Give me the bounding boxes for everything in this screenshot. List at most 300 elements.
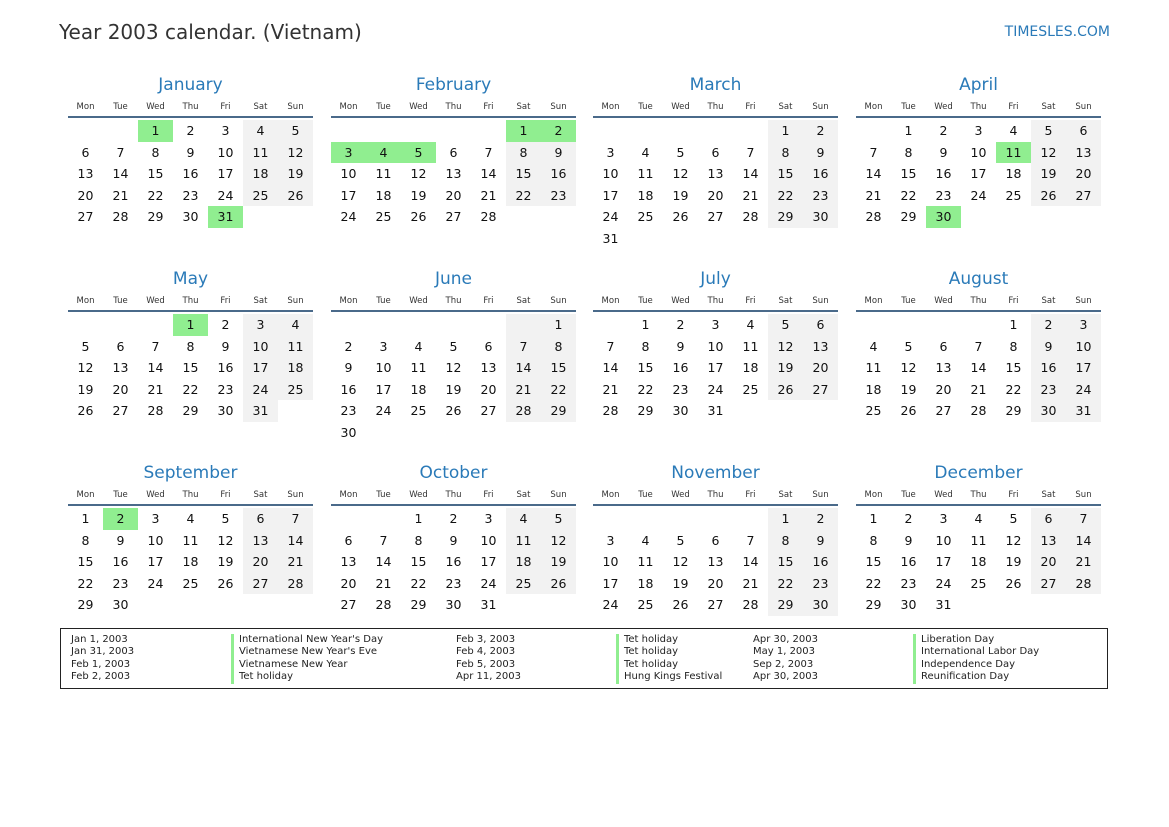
day-cell: 10	[217, 144, 234, 160]
day-cell: 30	[445, 597, 462, 612]
day-cell: 23	[340, 403, 357, 418]
weekday-label: Sat	[253, 102, 268, 112]
empty-day-cell	[926, 314, 961, 336]
day-cell: 6	[344, 532, 353, 548]
empty-day-cell	[138, 314, 173, 336]
weekday-label: Sat	[778, 490, 793, 500]
day-cell: 30	[900, 597, 917, 612]
day-cell: 19	[77, 381, 94, 397]
day-cell: 24	[340, 209, 357, 224]
day-cell: 13	[1066, 142, 1101, 164]
holiday-name: Reunification Day	[913, 671, 1009, 683]
day-cell: 17	[602, 187, 619, 203]
day-cell: 7	[869, 144, 878, 160]
day-cell: 26	[217, 575, 234, 591]
weekday-header	[68, 100, 313, 114]
day-cell: 29	[900, 209, 917, 224]
day-cell: 14	[742, 554, 759, 569]
day-cell: 13	[935, 360, 952, 375]
day-cell: 3	[484, 511, 493, 526]
day-cell: 16	[340, 381, 357, 397]
day-cell: 21	[112, 187, 129, 203]
day-cell: 18	[243, 163, 278, 185]
header-divider	[68, 504, 313, 506]
weekday-label: Thu	[182, 296, 199, 306]
weekday-label: Thu	[182, 102, 199, 112]
day-cell: 22	[77, 575, 94, 591]
empty-day-cell	[243, 594, 278, 616]
day-cell: 20	[445, 187, 462, 203]
weekday-label: Sun	[550, 490, 567, 500]
month-name: October	[419, 463, 488, 483]
day-cell: 17	[935, 554, 952, 569]
day-cell: 7	[278, 508, 313, 530]
day-cell: 24	[602, 597, 619, 612]
day-cell: 6	[711, 144, 720, 160]
day-cell: 15	[637, 360, 654, 375]
weekday-label: Sat	[516, 296, 531, 306]
empty-day-cell	[961, 594, 996, 616]
day-cell: 9	[221, 338, 230, 354]
day-cell: 26	[410, 209, 427, 224]
day-cell: 13	[803, 336, 838, 358]
empty-day-cell	[1031, 594, 1066, 616]
day-cell: 5	[541, 508, 576, 530]
day-cell: 14	[480, 166, 497, 181]
day-cell: 26	[768, 379, 803, 401]
day-cell: 12	[445, 360, 462, 375]
empty-day-cell	[471, 422, 506, 444]
day-cell: 19	[1005, 554, 1022, 569]
day-cell: 19	[1031, 163, 1066, 185]
day-cell: 1	[768, 120, 803, 142]
weekday-label: Sun	[812, 102, 829, 112]
empty-day-cell	[856, 314, 891, 336]
weekday-label: Sun	[287, 102, 304, 112]
day-cell: 18	[637, 575, 654, 591]
day-grid	[331, 508, 576, 616]
holiday-date: Feb 5, 2003	[456, 658, 516, 670]
day-cell: 20	[707, 575, 724, 591]
day-cell: 25	[243, 185, 278, 207]
day-cell: 9	[116, 532, 125, 548]
day-cell: 28	[970, 403, 987, 418]
day-cell: 13	[445, 166, 462, 181]
weekday-label: Fri	[220, 296, 231, 306]
month-name: December	[934, 463, 1023, 483]
day-cell: 6	[243, 508, 278, 530]
day-cell: 26	[278, 185, 313, 207]
day-cell: 15	[900, 166, 917, 181]
weekday-label: Fri	[483, 102, 494, 112]
holiday-day-cell: 30	[926, 206, 961, 228]
month-name: November	[671, 463, 760, 483]
holiday-date: Feb 3, 2003	[456, 634, 516, 645]
day-cell: 4	[869, 338, 878, 354]
day-cell: 27	[480, 403, 497, 418]
day-cell: 18	[278, 357, 313, 379]
day-cell: 6	[449, 144, 458, 160]
day-cell: 3	[1066, 314, 1101, 336]
empty-day-cell	[733, 228, 768, 250]
day-cell: 20	[1031, 551, 1066, 573]
empty-day-cell	[1066, 594, 1101, 616]
day-grid	[68, 120, 313, 228]
day-cell: 12	[541, 530, 576, 552]
month-may	[68, 266, 313, 422]
holiday-name: Independence Day	[913, 659, 1015, 671]
weekday-header	[593, 488, 838, 502]
weekday-label: Thu	[970, 296, 987, 306]
header-divider	[68, 310, 313, 312]
header-divider	[331, 504, 576, 506]
empty-day-cell	[803, 400, 838, 422]
holiday-day-cell: 2	[541, 120, 576, 142]
weekday-header	[593, 100, 838, 114]
day-cell: 1	[1009, 317, 1018, 332]
empty-day-cell	[663, 120, 698, 142]
empty-day-cell	[436, 120, 471, 142]
day-cell: 4	[746, 317, 755, 332]
day-cell: 31	[935, 597, 952, 612]
day-cell: 21	[506, 379, 541, 401]
day-cell: 24	[602, 209, 619, 224]
day-cell: 30	[672, 403, 689, 418]
day-cell: 21	[278, 551, 313, 573]
weekday-label: Wed	[671, 490, 690, 500]
weekday-label: Tue	[901, 102, 916, 112]
day-cell: 5	[1009, 511, 1018, 526]
month-january	[68, 72, 313, 228]
month-march	[593, 72, 838, 249]
weekday-label: Fri	[745, 296, 756, 306]
month-name: May	[172, 269, 209, 289]
header-divider	[331, 116, 576, 118]
weekday-label: Mon	[864, 490, 883, 500]
day-cell: 27	[445, 209, 462, 224]
day-cell: 4	[414, 338, 423, 354]
month-october	[331, 460, 576, 616]
day-cell: 15	[541, 357, 576, 379]
day-cell: 29	[410, 597, 427, 612]
day-cell: 5	[676, 532, 685, 548]
day-cell: 19	[410, 187, 427, 203]
day-cell: 13	[77, 166, 94, 181]
day-cell: 19	[672, 575, 689, 591]
empty-day-cell	[698, 508, 733, 530]
holiday-name: International New Year's Day	[231, 634, 383, 646]
month-name: June	[434, 269, 473, 289]
empty-day-cell	[506, 314, 541, 336]
day-cell: 17	[602, 575, 619, 591]
day-cell: 9	[344, 360, 353, 375]
day-cell: 23	[672, 381, 689, 397]
day-cell: 8	[768, 142, 803, 164]
weekday-header	[856, 294, 1101, 308]
header-divider	[593, 310, 838, 312]
weekday-label: Mon	[601, 102, 620, 112]
day-cell: 27	[1031, 573, 1066, 595]
day-cell: 30	[217, 403, 234, 418]
day-cell: 12	[1005, 532, 1022, 548]
day-cell: 26	[541, 573, 576, 595]
empty-day-cell	[278, 206, 313, 228]
day-cell: 31	[707, 403, 724, 418]
month-september	[68, 460, 313, 616]
day-cell: 14	[112, 166, 129, 181]
holiday-name: Liberation Day	[913, 634, 994, 646]
holiday-name: Tet holiday	[616, 634, 678, 646]
day-grid	[593, 314, 838, 422]
day-grid	[68, 508, 313, 616]
weekday-label: Thu	[707, 296, 724, 306]
day-cell: 11	[278, 336, 313, 358]
day-cell: 21	[375, 575, 392, 591]
day-cell: 1	[869, 511, 878, 526]
day-cell: 4	[278, 314, 313, 336]
day-cell: 5	[768, 314, 803, 336]
day-cell: 23	[803, 185, 838, 207]
weekday-label: Sat	[253, 296, 268, 306]
holiday-date: Apr 30, 2003	[753, 671, 819, 683]
day-cell: 16	[900, 554, 917, 569]
day-cell: 11	[410, 360, 427, 375]
weekday-header	[856, 488, 1101, 502]
day-cell: 24	[480, 575, 497, 591]
weekday-label: Fri	[483, 296, 494, 306]
day-cell: 11	[243, 142, 278, 164]
day-cell: 7	[151, 338, 160, 354]
brand-link[interactable]: TIMESLES.COM	[1004, 24, 1110, 40]
day-cell: 8	[151, 144, 160, 160]
month-name: August	[948, 269, 1009, 289]
day-cell: 30	[340, 424, 357, 440]
day-cell: 13	[243, 530, 278, 552]
day-cell: 17	[480, 554, 497, 569]
weekday-label: Wed	[409, 102, 428, 112]
empty-day-cell	[1066, 206, 1101, 228]
header-divider	[68, 116, 313, 118]
day-cell: 13	[480, 360, 497, 375]
day-cell: 22	[410, 575, 427, 591]
day-cell: 3	[379, 338, 388, 354]
empty-day-cell	[698, 120, 733, 142]
holiday-name: International Labor Day	[913, 646, 1039, 658]
day-cell: 23	[1031, 379, 1066, 401]
day-cell: 23	[935, 187, 952, 203]
empty-day-cell	[506, 594, 541, 616]
weekday-label: Mon	[339, 490, 358, 500]
day-cell: 19	[768, 357, 803, 379]
weekday-label: Tue	[113, 296, 128, 306]
day-cell: 9	[1031, 336, 1066, 358]
empty-day-cell	[663, 228, 698, 250]
weekday-label: Thu	[707, 102, 724, 112]
day-cell: 6	[1031, 508, 1066, 530]
day-cell: 14	[970, 360, 987, 375]
weekday-label: Tue	[638, 296, 653, 306]
holiday-day-cell: 31	[208, 206, 243, 228]
day-cell: 9	[904, 532, 913, 548]
holiday-day-cell: 3	[331, 142, 366, 164]
weekday-label: Fri	[220, 490, 231, 500]
empty-day-cell	[768, 228, 803, 250]
weekday-label: Mon	[76, 490, 95, 500]
empty-day-cell	[961, 314, 996, 336]
day-cell: 17	[217, 166, 234, 181]
empty-day-cell	[103, 314, 138, 336]
day-cell: 20	[1066, 163, 1101, 185]
empty-day-cell	[401, 314, 436, 336]
weekday-header	[856, 100, 1101, 114]
empty-day-cell	[506, 422, 541, 444]
holiday-name: Vietnamese New Year's Eve	[231, 646, 377, 658]
month-name: April	[959, 75, 998, 95]
day-cell: 9	[803, 530, 838, 552]
holiday-date: Apr 11, 2003	[456, 671, 522, 683]
day-cell: 9	[186, 144, 195, 160]
weekday-label: Mon	[76, 102, 95, 112]
weekday-label: Mon	[76, 296, 95, 306]
day-cell: 10	[602, 166, 619, 181]
weekday-header	[331, 294, 576, 308]
day-cell: 25	[637, 597, 654, 612]
day-cell: 11	[970, 532, 987, 548]
empty-day-cell	[698, 228, 733, 250]
weekday-label: Tue	[901, 490, 916, 500]
weekday-label: Fri	[483, 490, 494, 500]
empty-day-cell	[436, 422, 471, 444]
day-cell: 25	[375, 209, 392, 224]
empty-day-cell	[593, 120, 628, 142]
day-cell: 25	[1005, 187, 1022, 203]
day-cell: 11	[637, 166, 654, 181]
day-cell: 22	[1005, 381, 1022, 397]
day-cell: 18	[182, 554, 199, 569]
day-cell: 8	[904, 144, 913, 160]
day-cell: 10	[970, 144, 987, 160]
day-cell: 27	[935, 403, 952, 418]
day-cell: 30	[1031, 400, 1066, 422]
day-cell: 16	[445, 554, 462, 569]
empty-day-cell	[401, 120, 436, 142]
day-cell: 16	[112, 554, 129, 569]
empty-day-cell	[628, 120, 663, 142]
day-cell: 13	[707, 554, 724, 569]
day-cell: 27	[243, 573, 278, 595]
day-cell: 8	[1009, 338, 1018, 354]
empty-day-cell	[68, 314, 103, 336]
empty-day-cell	[138, 594, 173, 616]
day-cell: 19	[445, 381, 462, 397]
day-cell: 15	[768, 551, 803, 573]
empty-day-cell	[891, 314, 926, 336]
day-cell: 22	[768, 185, 803, 207]
day-cell: 8	[186, 338, 195, 354]
day-cell: 21	[742, 187, 759, 203]
empty-day-cell	[436, 314, 471, 336]
empty-day-cell	[541, 206, 576, 228]
day-cell: 26	[900, 403, 917, 418]
day-cell: 10	[480, 532, 497, 548]
day-cell: 24	[1066, 379, 1101, 401]
day-cell: 26	[1005, 575, 1022, 591]
day-cell: 23	[803, 573, 838, 595]
day-cell: 22	[182, 381, 199, 397]
day-cell: 2	[904, 511, 913, 526]
day-cell: 28	[602, 403, 619, 418]
empty-day-cell	[628, 228, 663, 250]
day-cell: 4	[641, 144, 650, 160]
holiday-legend	[60, 628, 1108, 689]
day-cell: 12	[1031, 142, 1066, 164]
empty-day-cell	[541, 422, 576, 444]
day-cell: 1	[768, 508, 803, 530]
day-cell: 6	[484, 338, 493, 354]
day-cell: 6	[1066, 120, 1101, 142]
day-cell: 29	[637, 403, 654, 418]
day-cell: 10	[707, 338, 724, 354]
day-cell: 17	[243, 357, 278, 379]
empty-day-cell	[996, 206, 1031, 228]
day-cell: 5	[81, 338, 90, 354]
day-cell: 28	[742, 209, 759, 224]
day-cell: 9	[676, 338, 685, 354]
day-cell: 14	[375, 554, 392, 569]
empty-day-cell	[856, 120, 891, 142]
day-cell: 1	[541, 314, 576, 336]
day-cell: 10	[935, 532, 952, 548]
day-cell: 31	[243, 400, 278, 422]
day-cell: 10	[147, 532, 164, 548]
day-cell: 15	[410, 554, 427, 569]
day-cell: 14	[147, 360, 164, 375]
day-cell: 14	[602, 360, 619, 375]
weekday-label: Sun	[550, 296, 567, 306]
day-cell: 22	[865, 575, 882, 591]
weekday-header	[68, 488, 313, 502]
day-cell: 5	[221, 511, 230, 526]
day-cell: 12	[278, 142, 313, 164]
day-cell: 12	[217, 532, 234, 548]
day-cell: 18	[1005, 166, 1022, 181]
day-cell: 18	[742, 360, 759, 375]
holiday-day-cell: 5	[401, 142, 436, 164]
day-cell: 15	[77, 554, 94, 569]
weekday-label: Sat	[778, 296, 793, 306]
day-cell: 15	[147, 166, 164, 181]
day-cell: 20	[77, 187, 94, 203]
holiday-name: Tet holiday	[616, 659, 678, 671]
day-cell: 26	[672, 209, 689, 224]
header-divider	[856, 310, 1101, 312]
day-cell: 18	[970, 554, 987, 569]
day-cell: 4	[243, 120, 278, 142]
weekday-header	[331, 100, 576, 114]
day-cell: 24	[243, 379, 278, 401]
weekday-label: Mon	[601, 490, 620, 500]
month-december	[856, 460, 1101, 616]
day-cell: 2	[803, 508, 838, 530]
weekday-label: Mon	[339, 102, 358, 112]
day-cell: 15	[865, 554, 882, 569]
day-cell: 14	[1066, 530, 1101, 552]
day-cell: 19	[217, 554, 234, 569]
day-cell: 23	[900, 575, 917, 591]
day-cell: 23	[541, 185, 576, 207]
day-cell: 12	[672, 166, 689, 181]
weekday-label: Sun	[812, 490, 829, 500]
